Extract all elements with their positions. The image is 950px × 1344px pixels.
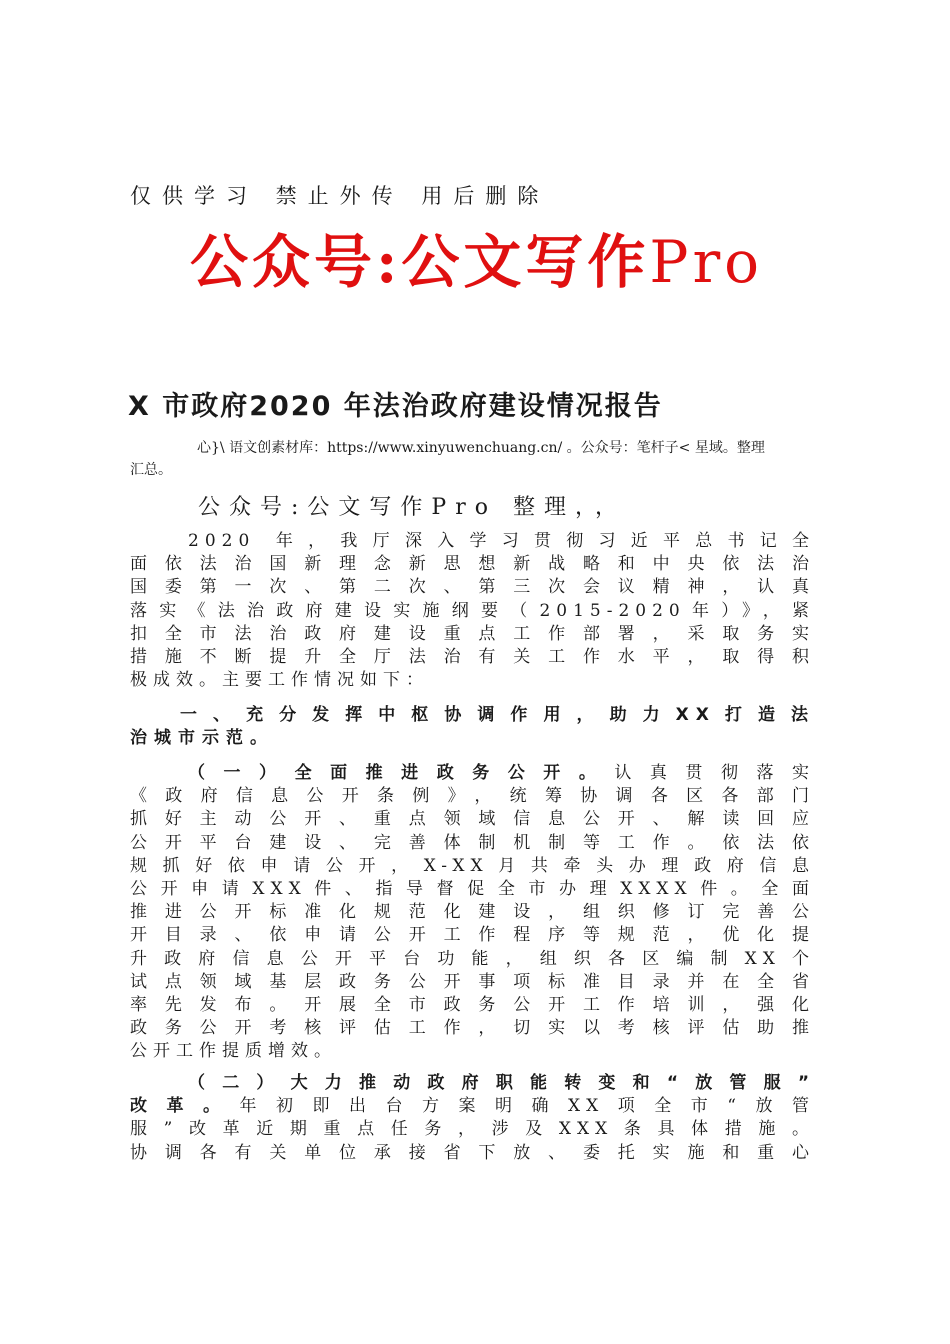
text-line: 协调各有关单位承接省下放、委托实施和重心 [130,1142,815,1163]
page-title: X 市政府2020 年法治政府建设情况报告 [128,391,663,422]
text-line: 公开平台建设、完善体制机制等工作。依法依 [130,832,815,853]
text-run: 年初即出台方案明确XX项全市“放管 [239,1096,815,1117]
text-line: 国委第一次、第二次、第三次会议精神，认真 [130,577,815,598]
text-line: 极成效。主要工作情况如下： [130,670,429,691]
text-line: 开目录、依申请公开工作程序等规范，优化提 [130,925,815,946]
text-line: 扣全市法治政府建设重点工作部署，采取务实 [130,623,815,644]
text-line: 升政府信息公开平台功能，组织各区编制XX个 [130,948,815,969]
paragraph-2 [130,1072,815,1165]
text-line: 措施不断提升全厅法治有关工作水平，取得积 [130,646,815,667]
source-line: 汇总。 [130,462,172,478]
paragraph-heading: （二）大力推动政府职能转变和“放管服” [188,1073,815,1093]
text-line: 政务公开考核评估工作，切实以考核评估助推 [130,1018,815,1039]
text-line: 率先发布。开展全市政务公开工作培训，强化 [130,994,815,1015]
notice-text: 仅供学习 禁止外传 用后删除 [130,184,550,208]
paragraph-heading: （一）全面推进政务公开。 [188,763,615,783]
source-note [130,437,830,481]
text-line: 落实《法治政府建设实施纲要（2015-2020年）》，紧 [130,600,815,621]
intro-paragraph [130,530,815,692]
text-line: 公开工作提质增效。 [130,1041,337,1062]
section-heading-1 [130,704,815,750]
text-line: 2020 年，我厅深入学习贯彻习近平总书记全 [188,531,815,551]
source-line: 心}\ 语文创素材库：https://www.xinyuwenchuang.cn/ 。公众号：笔杆子< 星域。整理 [197,440,765,456]
text-line: 公开申请XXX件、指导督促全市办理XXXX件。全面 [130,878,815,899]
text-line [130,762,815,785]
paragraph-heading: 改革。 [130,1096,240,1117]
text-line: 推进公开标准化规范化建设，组织修订完善公 [130,902,815,923]
text-line: 试点领域基层政务公开事项标准目录并在全省 [130,971,815,992]
text-line: 规抓好依申请公开，X-XX月共牵头办理政府信息 [130,855,815,876]
text-run: 认真贯彻落实 [614,763,816,783]
text-line: 一、充分发挥中枢协调作用，助力XX打造法 [180,705,815,725]
text-line: 服”改革近期重点任务，涉及XXX条具体措施。 [130,1119,815,1140]
text-line: 治城市示范。 [130,728,274,749]
text-line: 面依法治国新理念新思想新战略和中央依法治 [130,554,815,575]
svg-text:公众号:公文写作Pro: 公众号:公文写作Pro [190,228,764,296]
text-line: 《政府信息公开条例》，统筹协调各区各部门 [130,786,815,807]
text-line: 抓好主动公开、重点领域信息公开、解读回应 [130,809,815,830]
paragraph-1 [130,762,815,1063]
watermark-logo [190,220,810,300]
subheading: 公众号:公文写作Pro 整理，， [198,495,626,520]
text-line [130,1095,815,1118]
